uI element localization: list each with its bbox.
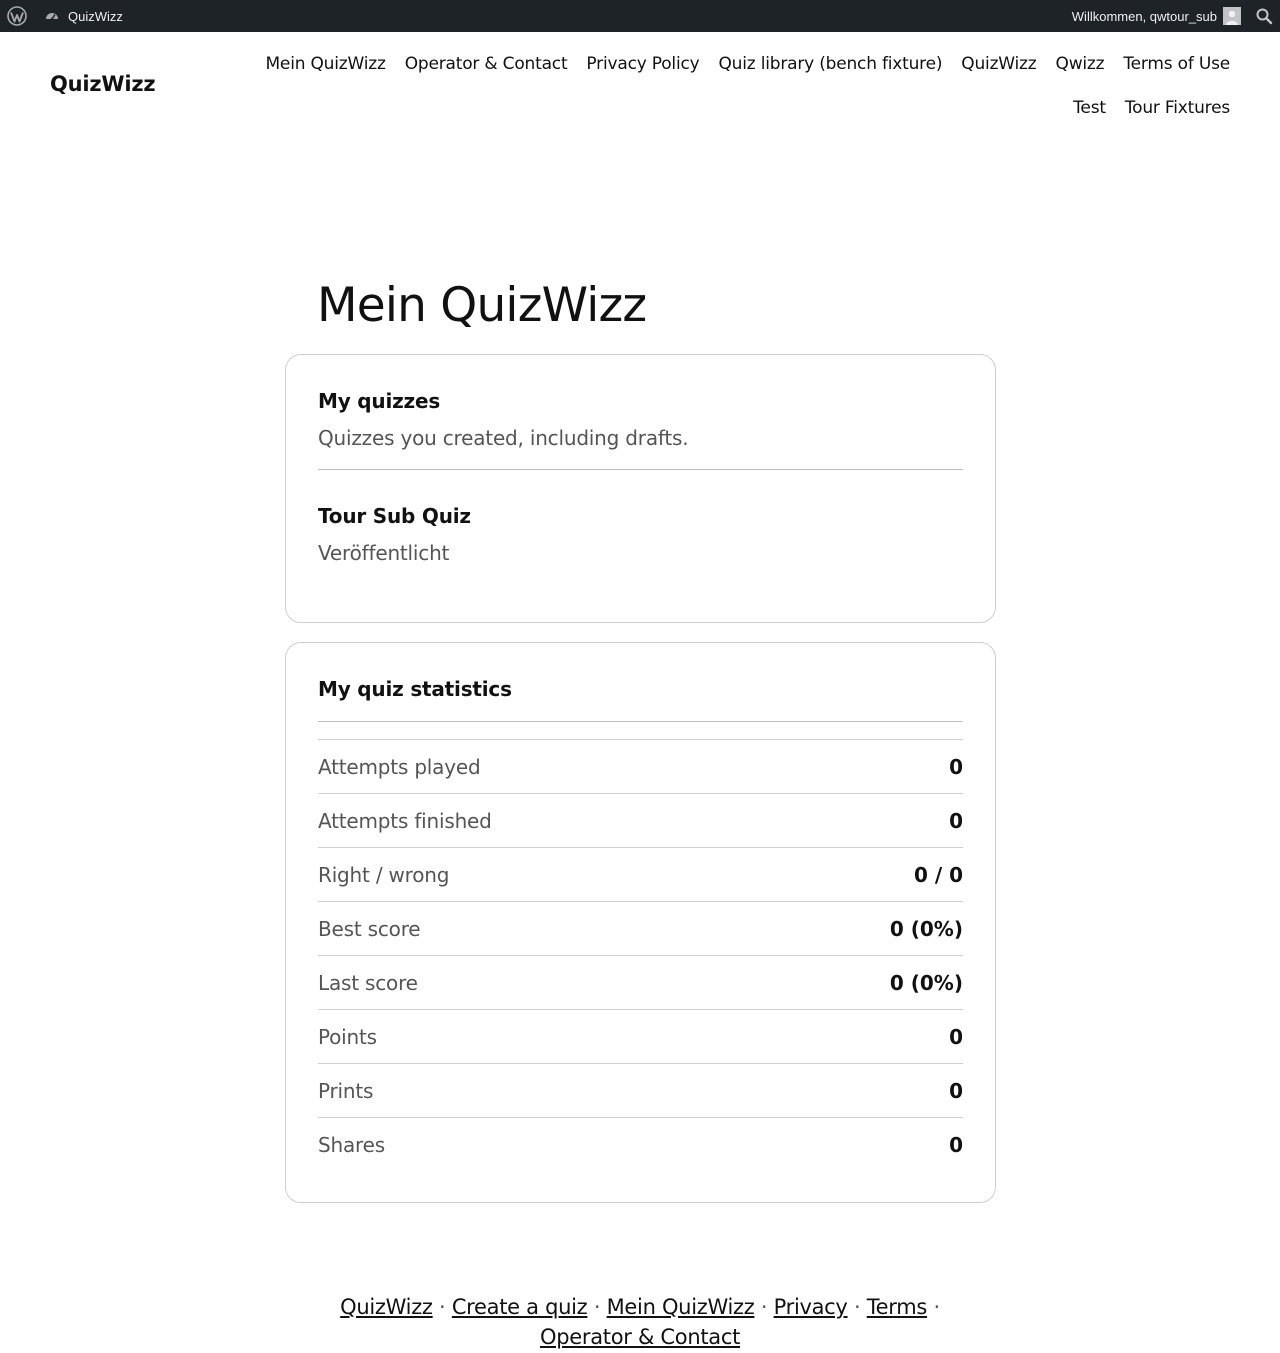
admin-bar: [0, 0, 1280, 32]
stat-label: Last score: [318, 970, 418, 995]
footer-separator: ·: [760, 1295, 768, 1319]
search-icon[interactable]: [1255, 7, 1273, 25]
nav-item-mein-quizwizz[interactable]: Mein QuizWizz: [265, 54, 386, 74]
footer-links: [317, 1292, 963, 1352]
divider: [318, 721, 963, 722]
nav-item-quizwizz[interactable]: QuizWizz: [961, 54, 1037, 74]
my-quizzes-card: [285, 354, 996, 623]
nav-item-terms-of-use[interactable]: Terms of Use: [1123, 54, 1230, 74]
nav-item-operator-contact[interactable]: Operator & Contact: [404, 54, 568, 74]
quiz-title-link[interactable]: Tour Sub Quiz: [318, 504, 471, 528]
footer-link-mein-quizwizz[interactable]: Mein QuizWizz: [606, 1295, 755, 1319]
stat-value: 0 / 0: [913, 862, 963, 887]
stat-label: Points: [318, 1024, 377, 1049]
nav-item-qwizz[interactable]: Qwizz: [1055, 54, 1105, 74]
table-row: [318, 1063, 963, 1117]
footer-separator: ·: [853, 1295, 861, 1319]
footer-separator: ·: [593, 1295, 601, 1319]
table-row: [318, 1117, 963, 1171]
stat-label: Prints: [318, 1078, 374, 1103]
stat-value: 0 (0%): [889, 916, 963, 941]
quiz-statistics-card: [285, 642, 996, 1203]
admin-bar-site-name: QuizWizz: [68, 8, 123, 24]
table-row: [318, 847, 963, 901]
page-title: Mein QuizWizz: [317, 278, 647, 333]
stat-label: Right / wrong: [318, 862, 450, 887]
divider: [318, 469, 963, 470]
avatar: [1223, 7, 1241, 25]
quiz-status: Veröffentlicht: [318, 541, 450, 565]
footer-link-create-quiz[interactable]: Create a quiz: [451, 1295, 588, 1319]
user-silhouette-icon: [1225, 9, 1239, 25]
stat-value: 0: [949, 808, 963, 833]
table-row: [318, 1009, 963, 1063]
table-row: [318, 739, 963, 793]
my-quizzes-heading: My quizzes: [318, 389, 441, 413]
table-row: [318, 793, 963, 847]
table-row: [318, 955, 963, 1009]
stat-value: 0: [949, 1078, 963, 1103]
stat-value: 0 (0%): [889, 970, 963, 995]
admin-bar-site-link[interactable]: [44, 0, 123, 32]
stat-label: Best score: [318, 916, 421, 941]
stat-value: 0: [949, 1024, 963, 1049]
stat-label: Shares: [318, 1132, 385, 1157]
stat-value: 0: [949, 1132, 963, 1157]
site-title[interactable]: QuizWizz: [50, 72, 156, 96]
nav-item-privacy-policy[interactable]: Privacy Policy: [586, 54, 700, 74]
nav-item-quiz-library[interactable]: Quiz library (bench fixture): [718, 54, 943, 74]
footer-separator: ·: [439, 1295, 446, 1319]
footer-separator: ·: [933, 1295, 940, 1319]
statistics-heading: My quiz statistics: [318, 677, 512, 701]
footer-link-quizwizz[interactable]: QuizWizz: [340, 1295, 433, 1319]
nav-item-test[interactable]: Test: [1073, 98, 1106, 118]
statistics-table: [318, 739, 963, 1171]
dashboard-icon: [44, 8, 60, 24]
footer-link-terms[interactable]: Terms: [866, 1295, 928, 1319]
admin-bar-account[interactable]: [1072, 0, 1241, 32]
footer-link-privacy[interactable]: Privacy: [773, 1295, 848, 1319]
my-quizzes-description: Quizzes you created, including drafts.: [318, 426, 689, 450]
admin-bar-greeting: Willkommen, qwtour_sub: [1071, 8, 1217, 24]
nav-item-tour-fixtures[interactable]: Tour Fixtures: [1124, 98, 1230, 118]
primary-navigation: [220, 50, 1230, 138]
footer-link-operator-contact[interactable]: Operator & Contact: [539, 1325, 741, 1349]
table-row: [318, 901, 963, 955]
wordpress-icon[interactable]: [7, 6, 27, 26]
stat-label: Attempts played: [318, 754, 481, 779]
stat-label: Attempts finished: [318, 808, 492, 833]
stat-value: 0: [949, 754, 963, 779]
